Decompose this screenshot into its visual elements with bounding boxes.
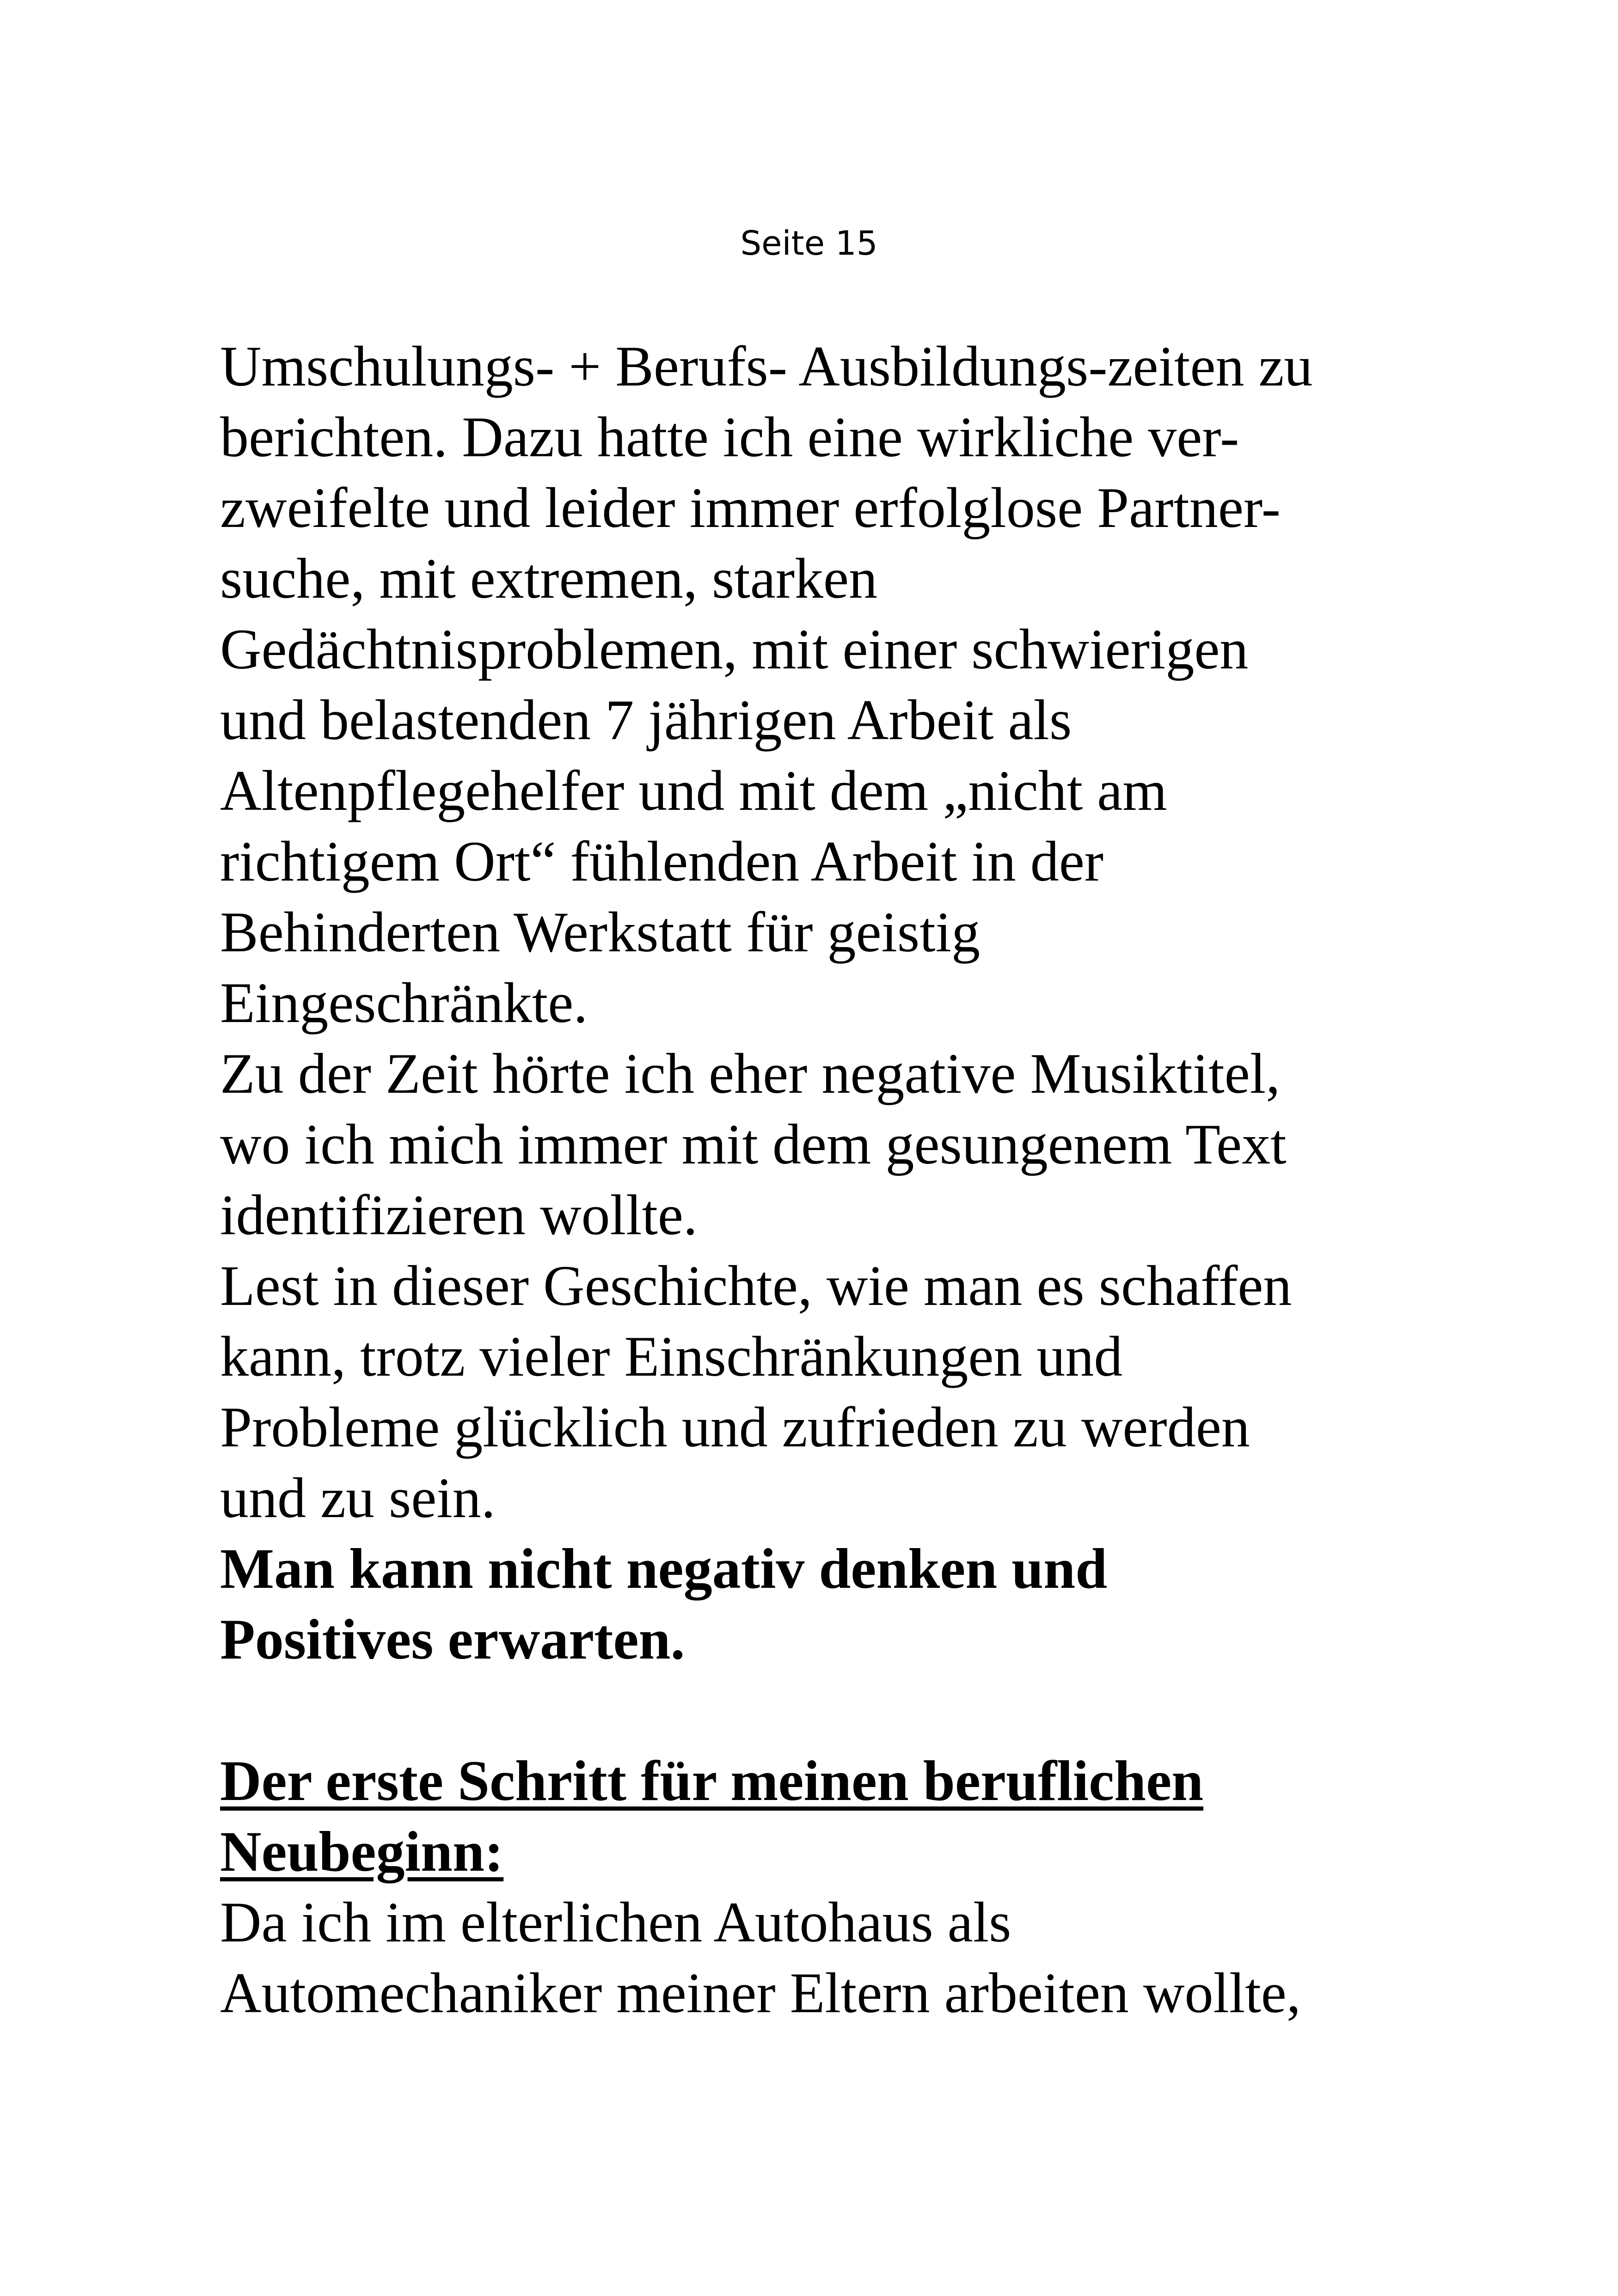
heading-text: Neubeginn:	[220, 1820, 504, 1883]
text-line: und belastenden 7 jährigen Arbeit als	[220, 688, 1072, 752]
page-number: Seite 15	[740, 224, 878, 263]
body-text	[220, 331, 1422, 2028]
blank-line	[220, 1675, 1422, 1745]
paragraph-4	[220, 1887, 1422, 2028]
text-line: berichten. Dazu hatte ich eine wirkliche ver-	[220, 405, 1239, 469]
text-line: suche, mit extremen, starken	[220, 547, 878, 610]
text-line: und zu sein.	[220, 1466, 496, 1530]
text-line: identifizieren wollte.	[220, 1183, 698, 1247]
section-heading	[220, 1745, 1422, 1887]
text-line: Probleme glücklich und zufrieden zu werden	[220, 1396, 1250, 1459]
text-line: zweifelte und leider immer erfolglose Partner-	[220, 476, 1281, 539]
bold-text-line: Positives erwarten.	[220, 1608, 685, 1671]
bold-text-line: Man kann nicht negativ denken und	[220, 1537, 1108, 1600]
text-line: Altenpflegehelfer und mit dem „nicht am	[220, 759, 1167, 822]
text-line: Gedächtnisproblemen, mit einer schwierigen	[220, 618, 1249, 681]
text-line: Umschulungs- + Berufs- Ausbildungs-zeiten zu	[220, 335, 1313, 398]
text-line: Da ich im elterlichen Autohaus als	[220, 1891, 1011, 1954]
text-line: Zu der Zeit hörte ich eher negative Musiktitel,	[220, 1042, 1281, 1105]
text-line: Lest in dieser Geschichte, wie man es schaffen	[220, 1254, 1292, 1317]
paragraph-2	[220, 1038, 1422, 1250]
text-line: Automechaniker meiner Eltern arbeiten wollte,	[220, 1961, 1301, 2025]
text-line: Eingeschränkte.	[220, 971, 588, 1035]
text-line: richtigem Ort“ fühlenden Arbeit in der	[220, 830, 1104, 893]
paragraph-3	[220, 1250, 1422, 1533]
paragraph-1	[220, 331, 1422, 1038]
text-line: kann, trotz vieler Einschränkungen und	[220, 1325, 1123, 1388]
bold-statement	[220, 1533, 1422, 1675]
text-line: Behinderten Werkstatt für geistig	[220, 900, 981, 964]
heading-line	[220, 1745, 1422, 1816]
heading-text: Der erste Schritt für meinen beruflichen	[220, 1749, 1204, 1812]
text-line: wo ich mich immer mit dem gesungenem Text	[220, 1113, 1287, 1176]
heading-line	[220, 1816, 1422, 1887]
